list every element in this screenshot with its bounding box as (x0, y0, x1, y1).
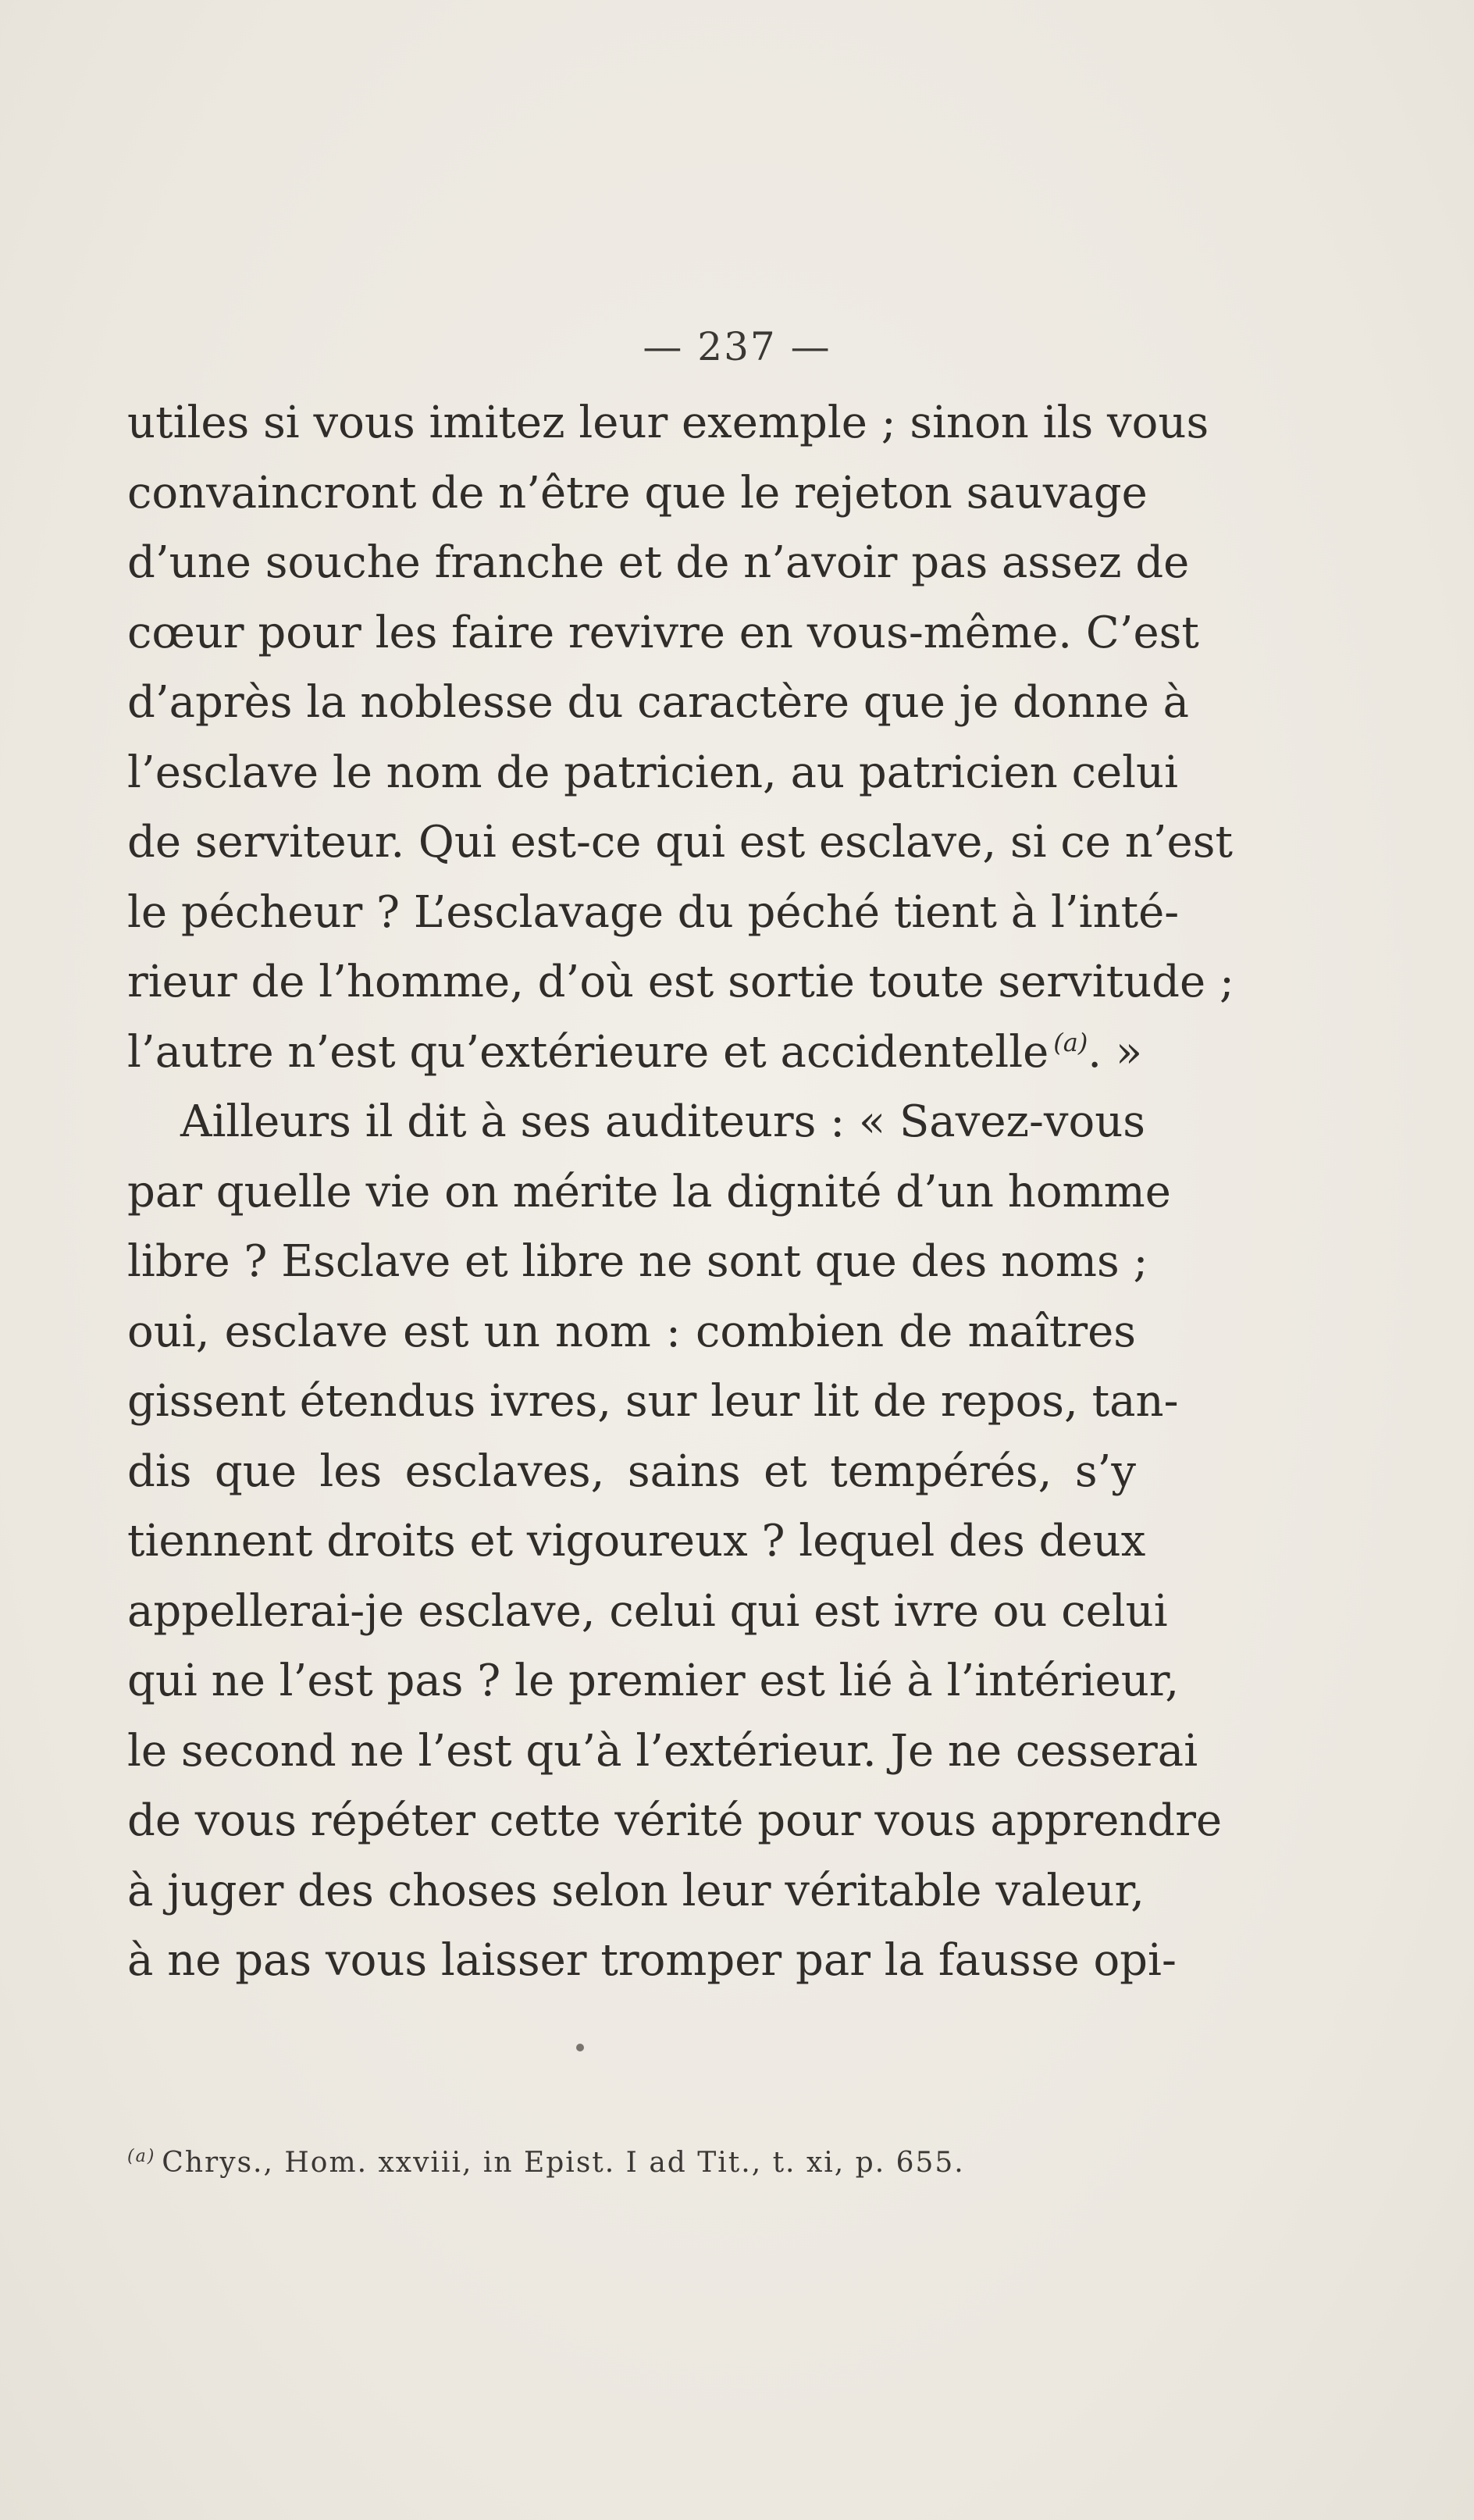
text-line-10-tail: . » (1088, 1026, 1143, 1078)
text-line-10 (127, 1018, 1143, 1088)
text-line-13: libre ? Esclave et libre ne sont que des noms ; (127, 1236, 1148, 1287)
text-line-19: qui ne l’est pas ? le premier est lié à l’intérieur, (127, 1656, 1180, 1706)
page-number: — 237 — (643, 324, 831, 369)
text-line-9: rieur de l’homme, d’où est sortie toute servitude ; (127, 957, 1234, 1007)
text-line-16: dis que les esclaves, sains et tempérés, s’y (127, 1445, 1136, 1497)
text-line-10-body: l’autre n’est qu’extérieure et accidentelle (127, 1026, 1049, 1078)
footnote-mark: (a) (127, 2147, 156, 2166)
body-text (127, 388, 1234, 1996)
text-line-14: oui, esclave est un nom : combien de maîtres (127, 1306, 1136, 1357)
text-line-1: utiles si vous imitez leur exemple ; sinon ils vous (127, 397, 1209, 448)
text-line-5: d’après la noblesse du caractère que je donne à (127, 677, 1190, 728)
text-line-2: convaincront de n’être que le rejeton sauvage (127, 467, 1148, 519)
text-line-23: à ne pas vous laisser tromper par la fausse opi- (127, 1935, 1177, 1986)
text-line-8: le pécheur ? L’esclavage du péché tient à l’inté- (127, 886, 1180, 938)
text-line-18: appellerai-je esclave, celui qui est ivre ou celui (127, 1585, 1168, 1637)
text-line-3: d’une souche franche et de n’avoir pas assez de (127, 537, 1190, 588)
text-line-4: cœur pour les faire revivre en vous-même. C’est (127, 607, 1199, 658)
text-line-7: de serviteur. Qui est-ce qui est esclave, si ce n’est (127, 817, 1233, 868)
text-line-6: l’esclave le nom de patricien, au patricien celui (127, 747, 1178, 798)
text-line-21: de vous répéter cette vérité pour vous apprendre (127, 1795, 1223, 1846)
text-line-15: gissent étendus ivres, sur leur lit de repos, tan- (127, 1376, 1179, 1427)
text-line-11: Ailleurs il dit à ses auditeurs : « Savez-vous (180, 1096, 1146, 1147)
footnote (127, 2140, 1136, 2187)
ink-dot (576, 2044, 584, 2051)
footnote-reference: (a) (1053, 1027, 1088, 1057)
text-line-17: tiennent droits et vigoureux ? lequel des deux (127, 1516, 1146, 1567)
footnote-text: Chrys., Hom. xxviii, in Epist. I ad Tit., t. xi, p. 655. (162, 2147, 965, 2179)
text-line-12: par quelle vie on mérite la dignité d’un homme (127, 1166, 1171, 1217)
text-line-22: à juger des choses selon leur véritable valeur, (127, 1865, 1145, 1916)
text-line-20: le second ne l’est qu’à l’extérieur. Je ne cesserai (127, 1725, 1198, 1777)
